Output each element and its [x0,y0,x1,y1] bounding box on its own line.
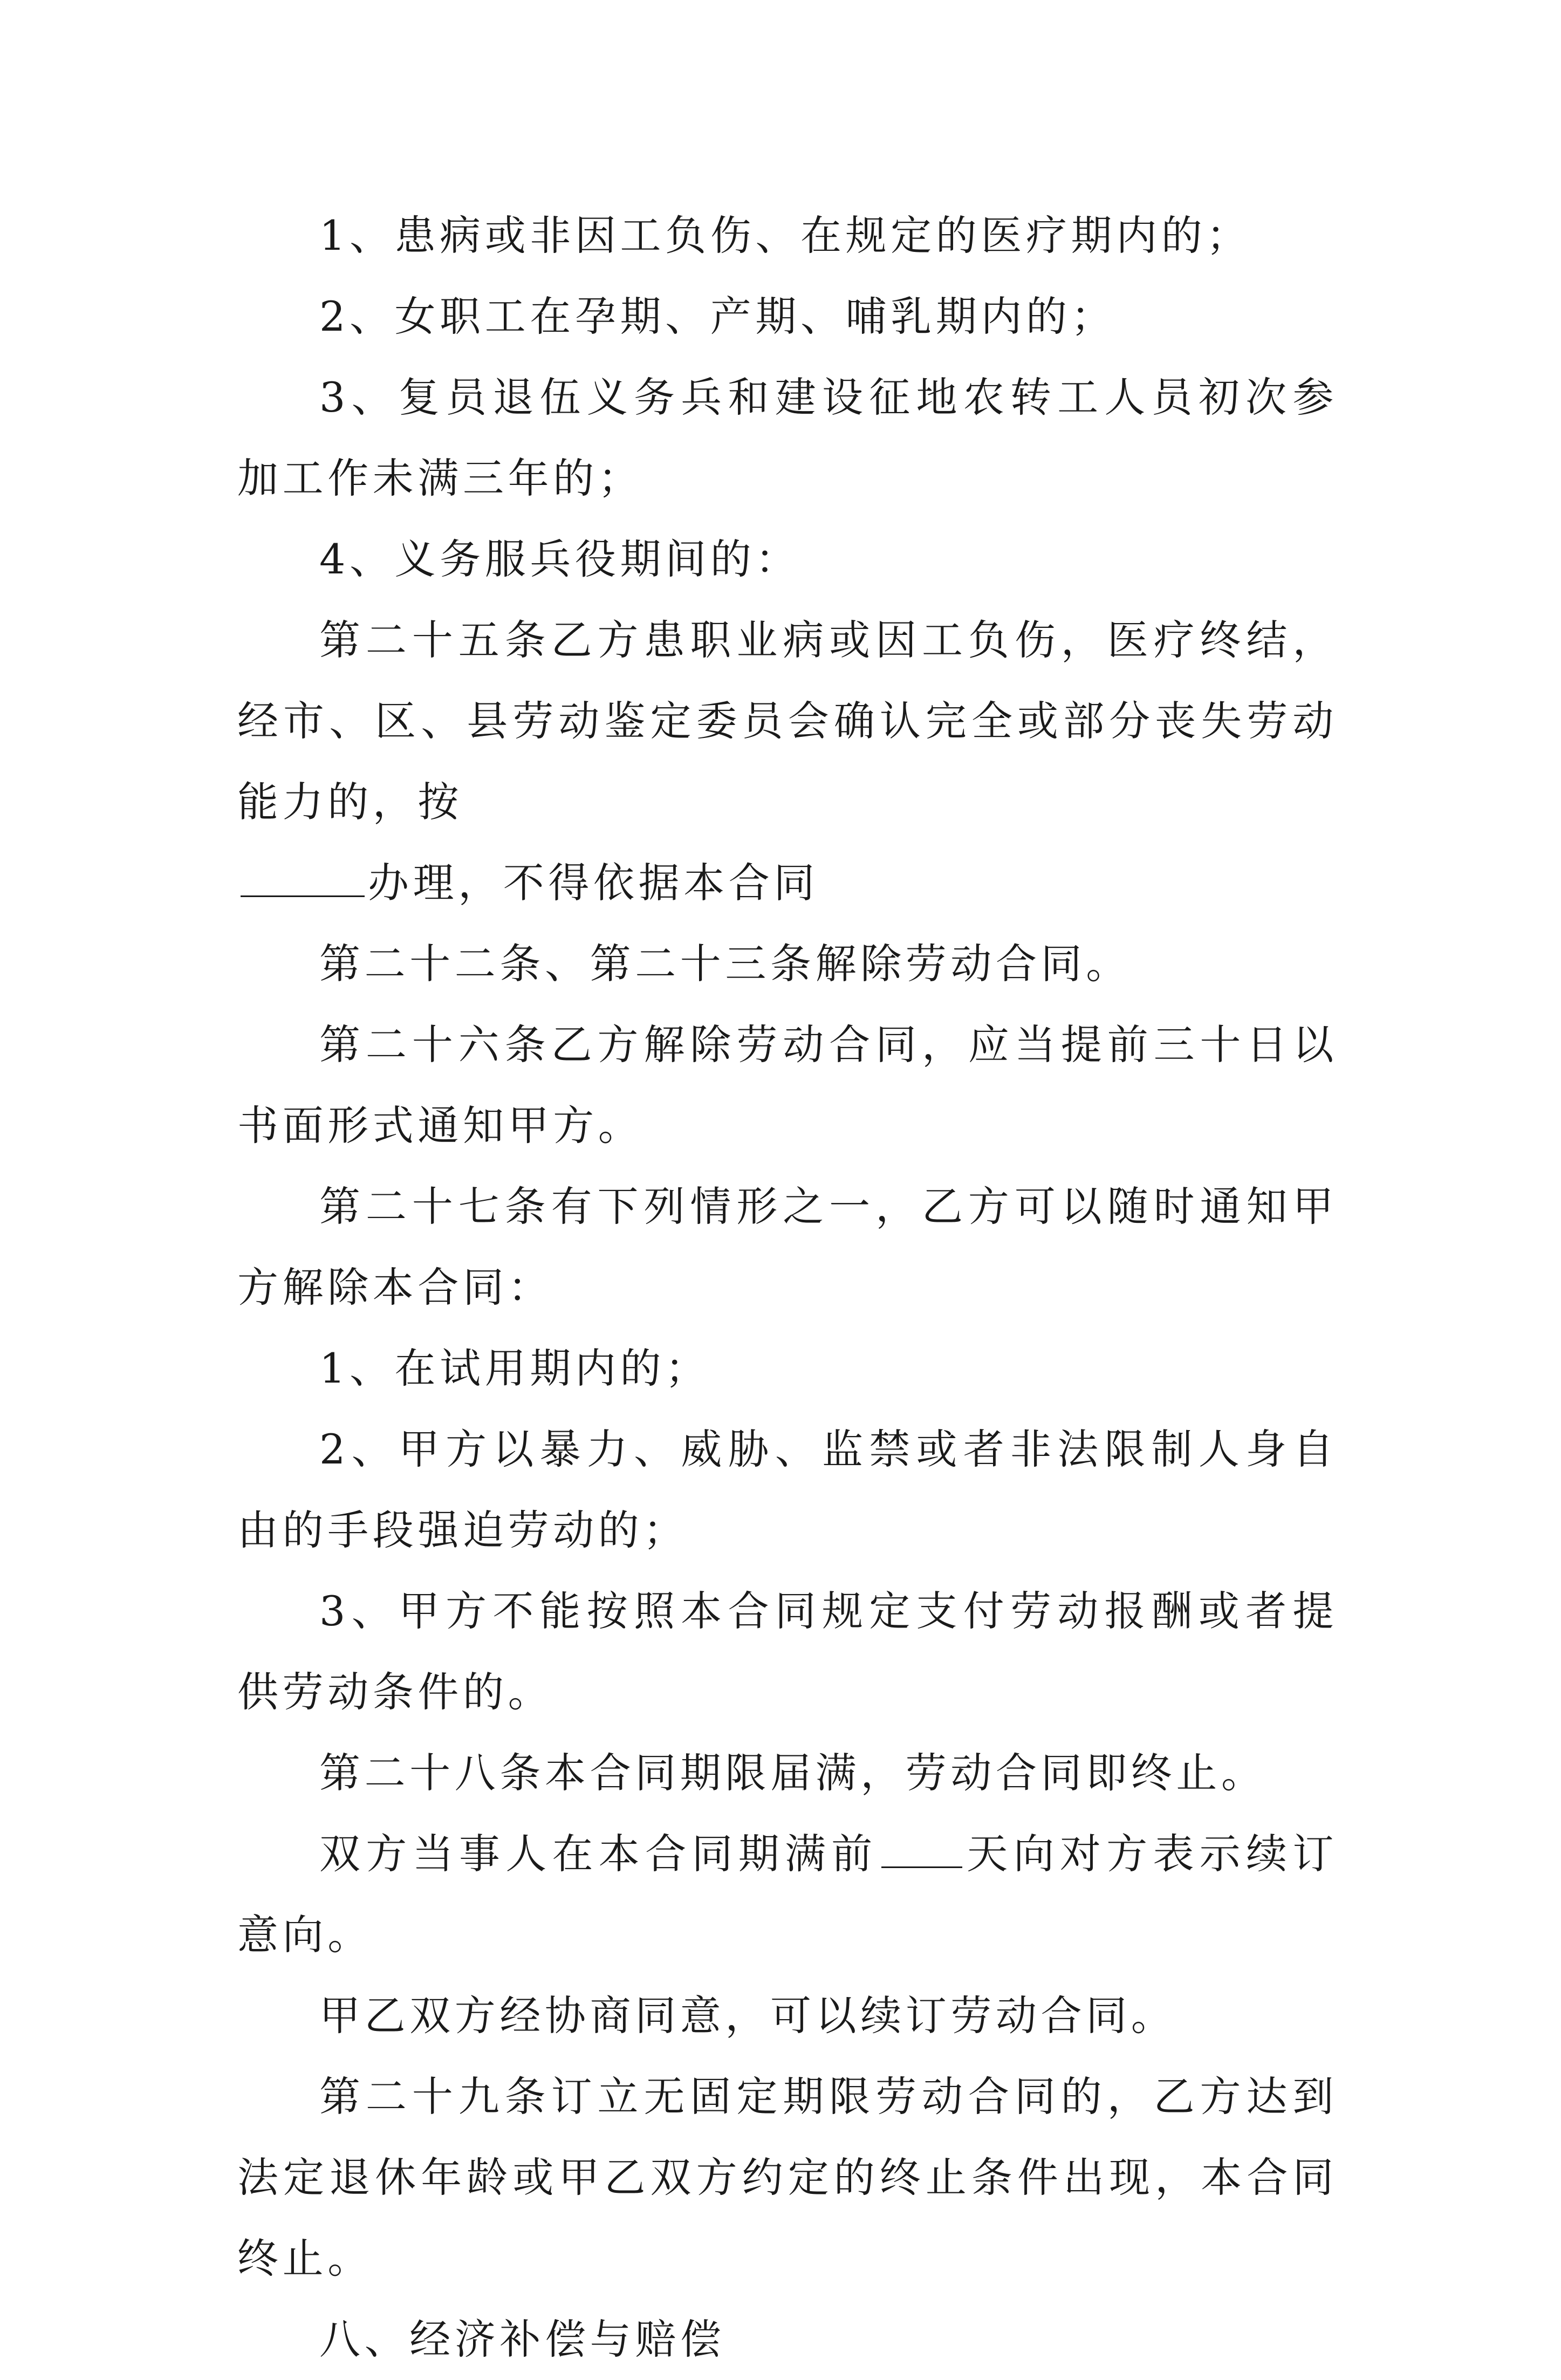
paragraph-item-1: 1、患病或非因工负伤、在规定的医疗期内的； [319,211,1251,259]
article-25-text: 第二十五条乙方患职业病或因工负伤，医疗终结，经市、区、县劳动鉴定委员会确认完全或部分丧失劳动能力的，按 [237,616,1338,826]
paragraph-renewal-agreement: 甲乙双方经协商同意，可以续订劳动合同。 [319,1992,1176,2040]
section-heading: 八、经济补偿与赔偿 [319,2315,725,2363]
paragraph-article-25 [237,600,1338,924]
paragraph-article-26: 第二十六条乙方解除劳动合同，应当提前三十日以书面形式通知甲方。 [237,1021,1338,1150]
paragraph-item-2: 2、女职工在孕期、产期、哺乳期内的； [319,292,1117,340]
renewal-text-continued: 天向对方表示续订意向。 [237,1830,1338,1959]
article-25-text-continued: 办理，不得依据本合同 [368,859,819,907]
paragraph-article-29: 第二十九条订立无固定期限劳动合同的，乙方达到法定退休年龄或甲乙双方约定的终止条件出现，本合同终止。 [237,2073,1338,2282]
paragraph-article-27: 第二十七条有下列情形之一，乙方可以随时通知甲方解除本合同： [237,1182,1338,1311]
paragraph-item-27-2: 2、甲方以暴力、威胁、监禁或者非法限制人身自由的手段强迫劳动的； [237,1425,1338,1554]
paragraph-renewal-notice [237,1814,1338,1975]
document-body [237,195,1338,2380]
fill-in-blank [241,863,365,897]
paragraph-item-3: 3、复员退伍义务兵和建设征地农转工人员初次参加工作未满三年的； [237,373,1338,502]
paragraph-item-4: 4、义务服兵役期间的： [319,535,800,583]
paragraph-article-22-23: 第二十二条、第二十三条解除劳动合同。 [319,940,1131,988]
paragraph-item-27-3: 3、甲方不能按照本合同规定支付劳动报酬或者提供劳动条件的。 [237,1587,1338,1716]
paragraph-article-28: 第二十八条本合同期限届满，劳动合同即终止。 [319,1749,1266,1797]
renewal-text: 双方当事人在本合同期满前 [319,1830,878,1878]
paragraph-item-27-1: 1、在试用期内的； [319,1344,710,1392]
fill-in-blank [881,1834,962,1868]
